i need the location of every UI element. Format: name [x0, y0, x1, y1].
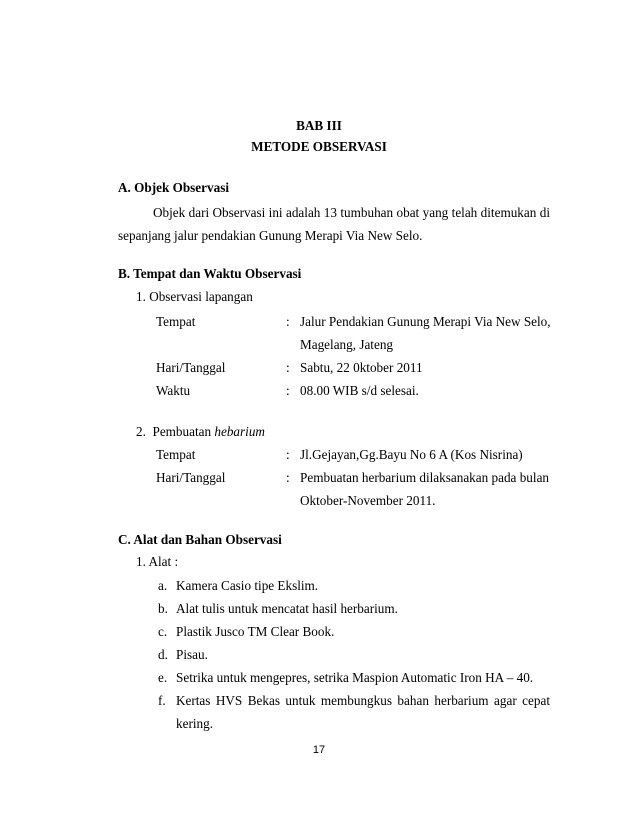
section-a-paragraph-line-2: sepanjang jalur pendakian Gunung Merapi Via New Selo.: [118, 228, 423, 243]
waktu-value: 08.00 WIB s/d selesai.: [300, 383, 419, 398]
pembuatan-hebarium-italic: hebarium: [214, 424, 265, 439]
hari-tanggal-2-colon: :: [286, 470, 290, 485]
section-a-heading: A. Objek Observasi: [118, 180, 229, 195]
section-a-paragraph-line-1: Objek dari Observasi ini adalah 13 tumbuhan obat yang telah ditemukan di: [153, 205, 550, 220]
tempat-colon: :: [286, 314, 290, 329]
list-item-d-text: Pisau.: [176, 647, 208, 662]
list-item-e-text: Setrika untuk mengepres, setrika Maspion Automatic Iron HA – 40.: [176, 670, 534, 685]
list-item-f-text-line-2: kering.: [176, 716, 213, 731]
list-item-b-letter: b.: [158, 601, 168, 616]
chapter-label: BAB III: [296, 118, 342, 133]
section-c-heading: C. Alat dan Bahan Observasi: [118, 532, 282, 547]
list-item-d-letter: d.: [158, 647, 168, 662]
alat-title: 1. Alat :: [136, 554, 179, 569]
list-item-b-text: Alat tulis untuk mencatat hasil herbarium.: [176, 601, 398, 616]
tempat-value-line-2: Magelang, Jateng: [300, 337, 394, 352]
waktu-label: Waktu: [156, 383, 191, 398]
pembuatan-hebarium-prefix: 2. Pembuatan: [136, 424, 215, 439]
tempat-label: Tempat: [156, 314, 196, 329]
list-item-f-letter: f.: [158, 693, 166, 708]
hari-tanggal-value: Sabtu, 22 0ktober 2011: [300, 360, 423, 375]
hari-tanggal-2-value-line-2: Oktober-November 2011.: [300, 493, 436, 508]
list-item-c-letter: c.: [158, 624, 168, 639]
tempat-2-value: Jl.Gejayan,Gg.Bayu No 6 A (Kos Nisrina): [300, 447, 523, 462]
tempat-2-label: Tempat: [156, 447, 196, 462]
list-item-a-text: Kamera Casio tipe Ekslim.: [176, 578, 319, 593]
list-item-c-text: Plastik Jusco TM Clear Book.: [176, 624, 335, 639]
hari-tanggal-label: Hari/Tanggal: [156, 360, 226, 375]
page-number: 17: [312, 744, 326, 756]
list-item-a-letter: a.: [158, 578, 168, 593]
list-item-f-text-line-1: Kertas HVS Bekas untuk membungkus bahan herbarium agar cepat: [176, 693, 550, 708]
section-b-heading: B. Tempat dan Waktu Observasi: [118, 266, 302, 281]
list-item-e-letter: e.: [158, 670, 168, 685]
observasi-lapangan-title: 1. Observasi lapangan: [136, 289, 253, 304]
hari-tanggal-colon: :: [286, 360, 290, 375]
tempat-value-line-1: Jalur Pendakian Gunung Merapi Via New Selo,: [300, 314, 551, 329]
pembuatan-hebarium-title: [136, 424, 265, 440]
tempat-2-colon: :: [286, 447, 290, 462]
waktu-colon: :: [286, 383, 290, 398]
hari-tanggal-2-value-line-1: Pembuatan herbarium dilaksanakan pada bulan: [300, 470, 550, 485]
chapter-title: METODE OBSERVASI: [251, 139, 387, 154]
hari-tanggal-2-label: Hari/Tanggal: [156, 470, 226, 485]
